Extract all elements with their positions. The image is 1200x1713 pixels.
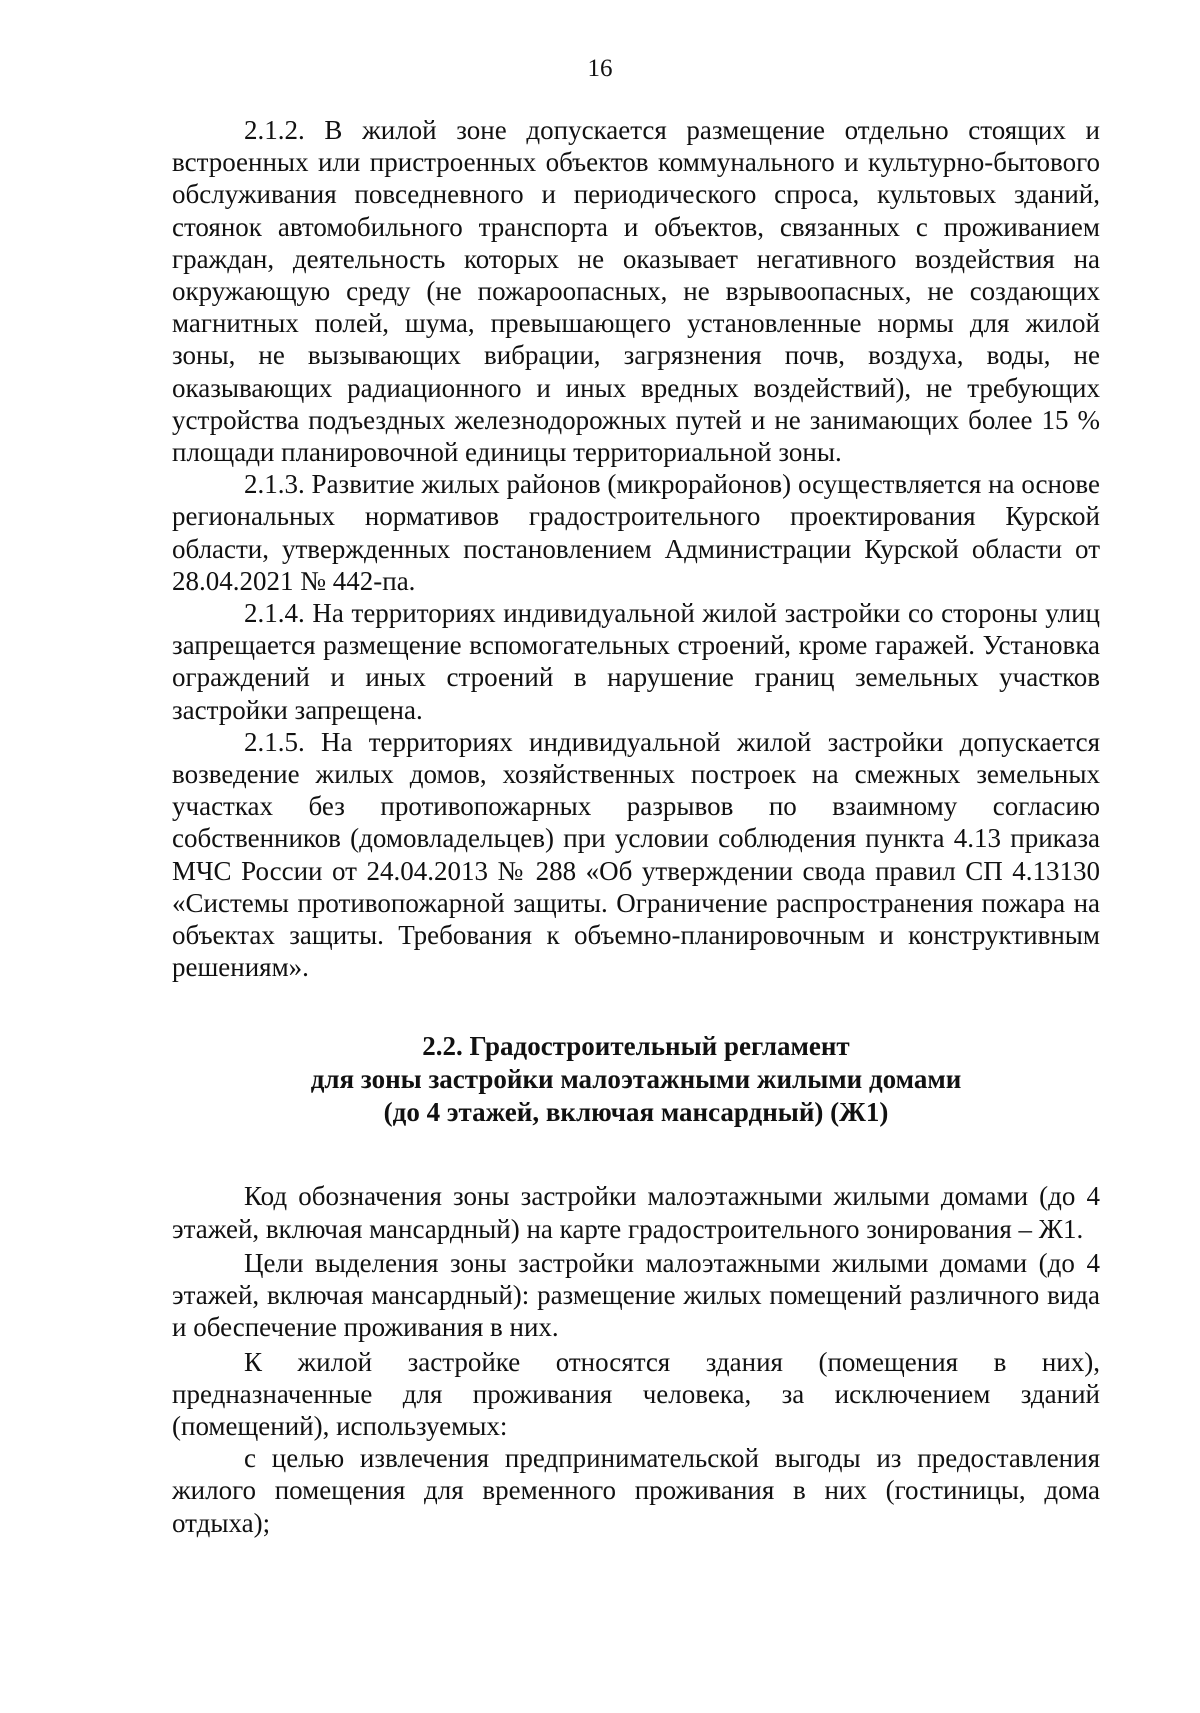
section-heading-line-2: для зоны застройки малоэтажными жилыми домами	[310, 1064, 962, 1095]
paragraph-exclusion-item: с целью извлечения предпринимательской выгоды из предоставления жилого помещения для временного проживания в них (гостиницы, дома отдыха);	[172, 1443, 1100, 1538]
paragraph-2-1-5: 2.1.5. На территориях индивидуальной жилой застройки допускается возведение жилых домов, хозяйственных построек на смежных земельных участках без противопожарных разрывов по взаимному согласию собственников (домовладельцев) при условии соблюдения пункта 4.13 приказа МЧС России от 24.04.2013 № 288 «Об утверждении свода правил СП 4.13130 «Системы противопожарной защиты. Ограничение распространения пожара на объектах защиты. Требования к объемно-планировочным и конструктивным решениям».	[172, 726, 1100, 983]
paragraph-2-1-4: 2.1.4. На территориях индивидуальной жилой застройки со стороны улиц запрещается размещение вспомогательных строений, кроме гаражей. Установка ограждений и иных строений в нарушение границ земельных участков застройки запрещена.	[172, 598, 1100, 725]
section-heading-line-3: (до 4 этажей, включая мансардный) (Ж1)	[383, 1097, 889, 1128]
paragraph-residential-definition: К жилой застройке относятся здания (помещения в них), предназначенные для проживания человека, за исключением зданий (помещений), используемых:	[172, 1346, 1100, 1441]
paragraph-zone-goals: Цели выделения зоны застройки малоэтажными жилыми домами (до 4 этажей, включая мансардный): размещение жилых помещений различного вида и обеспечение проживания в них.	[172, 1247, 1100, 1343]
page-number: 16	[587, 55, 613, 82]
paragraph-zone-code: Код обозначения зоны застройки малоэтажными жилыми домами (до 4 этажей, включая мансардный) на карте градостроительного зонирования – Ж1.	[172, 1181, 1100, 1244]
paragraph-2-1-2: 2.1.2. В жилой зоне допускается размещение отдельно стоящих и встроенных или пристроенных объектов коммунального и культурно-бытового обслуживания повседневного и периодического спроса, культовых зданий, стоянок автомобильного транспорта и объектов, связанных с проживанием граждан, деятельность которых не оказывает негативного воздействия на окружающую среду (не пожароопасных, не взрывоопасных, не создающих магнитных полей, шума, превышающего установленные нормы для жилой зоны, не вызывающих вибрации, загрязнения почв, воздуха, воды, не оказывающих радиационного и иных вредных воздействий), не требующих устройства подъездных железнодорожных путей и не занимающих более 15 % площади планировочной единицы территориальной зоны.	[172, 115, 1100, 468]
section-heading-line-1: 2.2. Градостроительный регламент	[422, 1031, 850, 1062]
paragraph-2-1-3: 2.1.3. Развитие жилых районов (микрорайонов) осуществляется на основе региональных нормативов градостроительного проектирования Курской области, утвержденных постановлением Администрации Курской области от 28.04.2021 № 442-па.	[172, 469, 1100, 596]
section-heading	[172, 1030, 1100, 1129]
document-body	[172, 114, 1100, 1539]
